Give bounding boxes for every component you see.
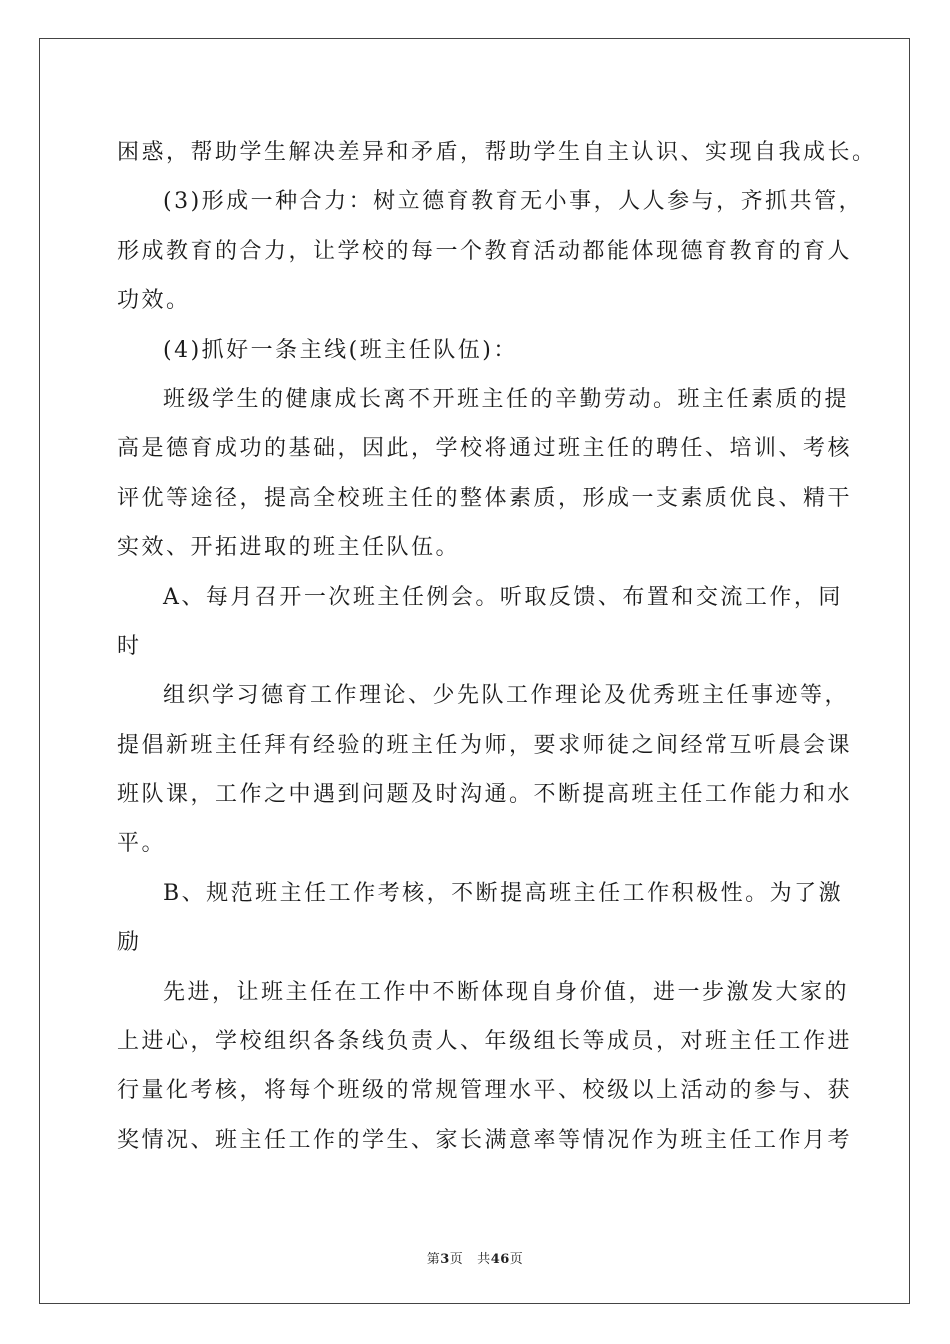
text-line: 行量化考核，将每个班级的常规管理水平、校级以上活动的参与、获 [117, 1078, 853, 1104]
text-line: 上进心，学校组织各条线负责人、年级组长等成员，对班主任工作进 [117, 1029, 853, 1055]
total-suffix: 页 [509, 1252, 524, 1267]
total-prefix: 共 [477, 1252, 491, 1267]
text-line: 励 [117, 930, 142, 956]
text-line: 时 [117, 633, 142, 659]
page-suffix: 页 [449, 1252, 464, 1267]
text-line: B、规范班主任工作考核，不断提高班主任工作积极性。为了激 [163, 880, 844, 906]
text-line: (4)抓好一条主线(班主任队伍)： [163, 337, 518, 363]
text-line: 实效、开拓进取的班主任队伍。 [117, 535, 461, 561]
text-line: 班级学生的健康成长离不开班主任的辛勤劳动。班主任素质的提 [163, 386, 850, 412]
text-line: 困惑，帮助学生解决差异和矛盾，帮助学生自主认识、实现自我成长。 [117, 140, 877, 165]
page-number: 3 [440, 1252, 450, 1267]
text-line: 功效。 [117, 288, 191, 314]
page-prefix: 第 [426, 1252, 441, 1267]
text-line: 奖情况、班主任工作的学生、家长满意率等情况作为班主任工作月考 [117, 1127, 853, 1153]
text-line: A、每月召开一次班主任例会。听取反馈、布置和交流工作，同 [163, 584, 843, 610]
text-line: (3)形成一种合力：树立德育教育无小事，人人参与，齐抓共管， [163, 189, 864, 215]
text-line: 高是德育成功的基础，因此，学校将通过班主任的聘任、培训、考核 [117, 436, 853, 462]
document-body [117, 128, 877, 1165]
page-footer [0, 1248, 950, 1267]
total-pages: 46 [490, 1252, 510, 1267]
text-line: 平。 [117, 831, 167, 857]
text-line: 提倡新班主任拜有经验的班主任为师，要求师徒之间经常互听晨会课 [117, 732, 853, 758]
text-line: 评优等途径，提高全校班主任的整体素质，形成一支素质优良、精干 [117, 485, 853, 511]
text-line: 形成教育的合力，让学校的每一个教育活动都能体现德育教育的育人 [117, 238, 853, 264]
text-line: 先进，让班主任在工作中不断体现自身价值，进一步激发大家的 [163, 979, 850, 1005]
text-line: 组织学习德育工作理论、少先队工作理论及优秀班主任事迹等， [163, 683, 850, 709]
text-line: 班队课，工作之中遇到问题及时沟通。不断提高班主任工作能力和水 [117, 782, 853, 808]
